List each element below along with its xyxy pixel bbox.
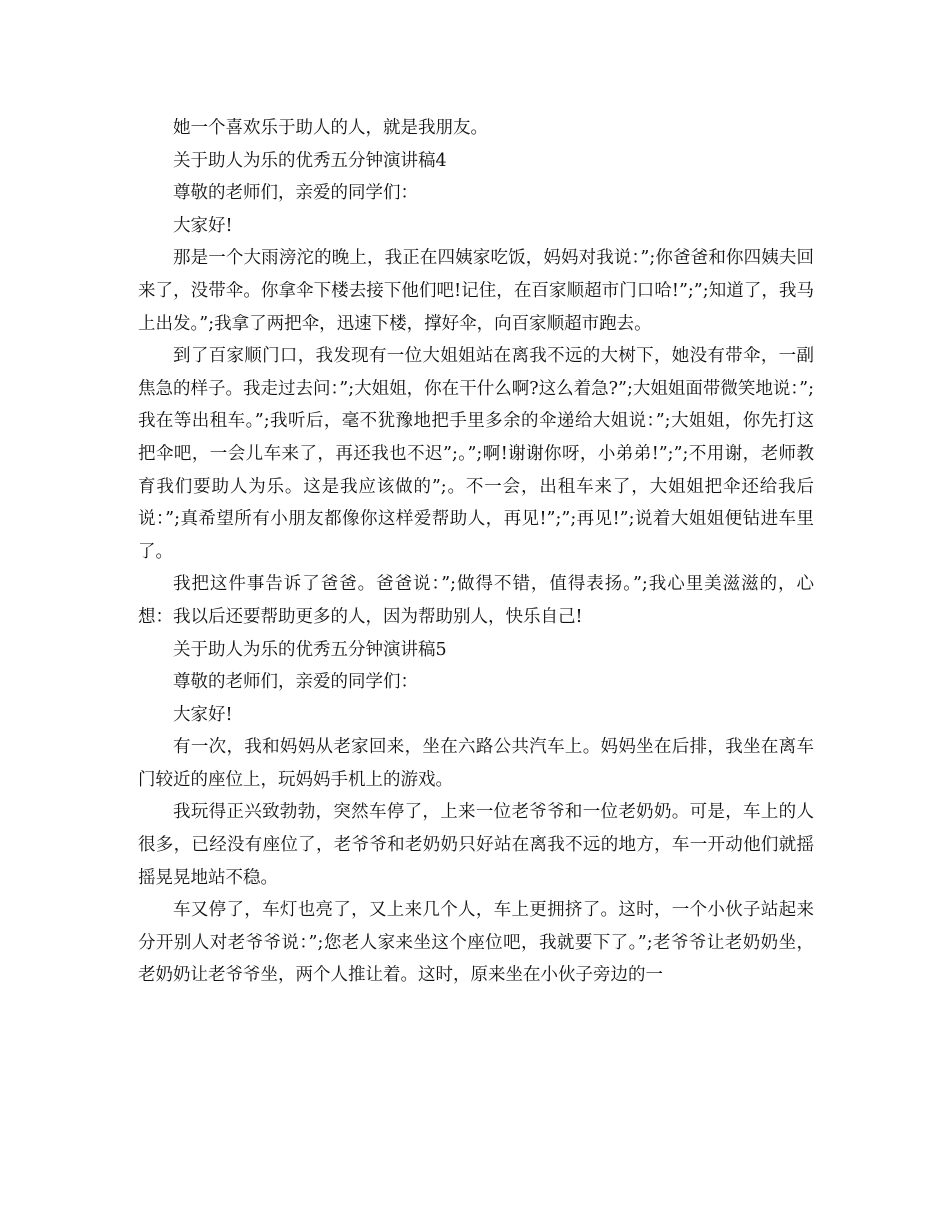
speech-5-greeting: 大家好! (173, 704, 233, 725)
speech-5-salutation: 尊敬的老师们，亲爱的同学们： (173, 672, 418, 693)
paragraph-closing-line: 她一个喜欢乐于助人的人，就是我朋友。 (173, 118, 488, 138)
speech-5-paragraph-1: 有一次，我和妈妈从老家回来，坐在六路公共汽车上。妈妈坐在后排，我坐在离车门较近的座位上，玩妈妈手机上的游戏。 (138, 737, 814, 790)
speech-5-paragraph-2: 我玩得正兴致勃勃，突然车停了，上来一位老爷爷和一位老奶奶。可是，车上的人很多，已经没有座位了，老爷爷和老奶奶只好站在离我不远的地方，车一开动他们就摇摇晃晃地站不稳。 (138, 802, 814, 888)
speech-4-salutation: 尊敬的老师们，亲爱的同学们： (173, 183, 418, 204)
speech-4-title: 关于助人为乐的优秀五分钟演讲稿4 (173, 150, 447, 171)
speech-4-paragraph-2: 到了百家顺门口，我发现有一位大姐姐站在离我不远的大树下，她没有带伞，一副焦急的样子。我走过去问：”;大姐姐，你在干什么啊?这么着急?”;大姐姐面带微笑地说：”;我在等出租车。”;我听后，毫不犹豫地把手里多余的伞递给大姐说：”;大姐姐，你先打这把伞吧，一会儿车来了，再还我也不迟”;。”;啊!谢谢你呀，小弟弟!”;”;不用谢，老师教育我们要助人为乐。这是我应该做的”;。不一会，出租车来了，大姐姐把伞还给我后说：”;真希望所有小朋友都像你这样爱帮助人，再见!”;”;再见!”;说着大姐姐便钻进车里了。 (138, 346, 814, 562)
speech-4-paragraph-1: 那是一个大雨滂沱的晚上，我正在四姨家吃饭，妈妈对我说：”;你爸爸和你四姨夫回来了，没带伞。你拿伞下楼去接下他们吧!记住，在百家顺超市门口哈!”;”;知道了，我马上出发。”;我拿了两把伞，迅速下楼，撑好伞，向百家顺超市跑去。 (138, 248, 814, 334)
document-page (138, 112, 814, 992)
speech-4-greeting: 大家好! (173, 215, 233, 236)
speech-4-paragraph-3: 我把这件事告诉了爸爸。爸爸说：”;做得不错，值得表扬。”;我心里美滋滋的，心想：我以后还要帮助更多的人，因为帮助别人，快乐自己! (138, 574, 814, 627)
speech-5-paragraph-3: 车又停了，车灯也亮了，又上来几个人，车上更拥挤了。这时，一个小伙子站起来分开别人对老爷爷说：”;您老人家来坐这个座位吧，我就要下了。”;老爷爷让老奶奶坐，老奶奶让老爷爷坐，两个人推让着。这时，原来坐在小伙子旁边的一 (138, 900, 814, 986)
speech-5-title: 关于助人为乐的优秀五分钟演讲稿5 (173, 639, 447, 660)
